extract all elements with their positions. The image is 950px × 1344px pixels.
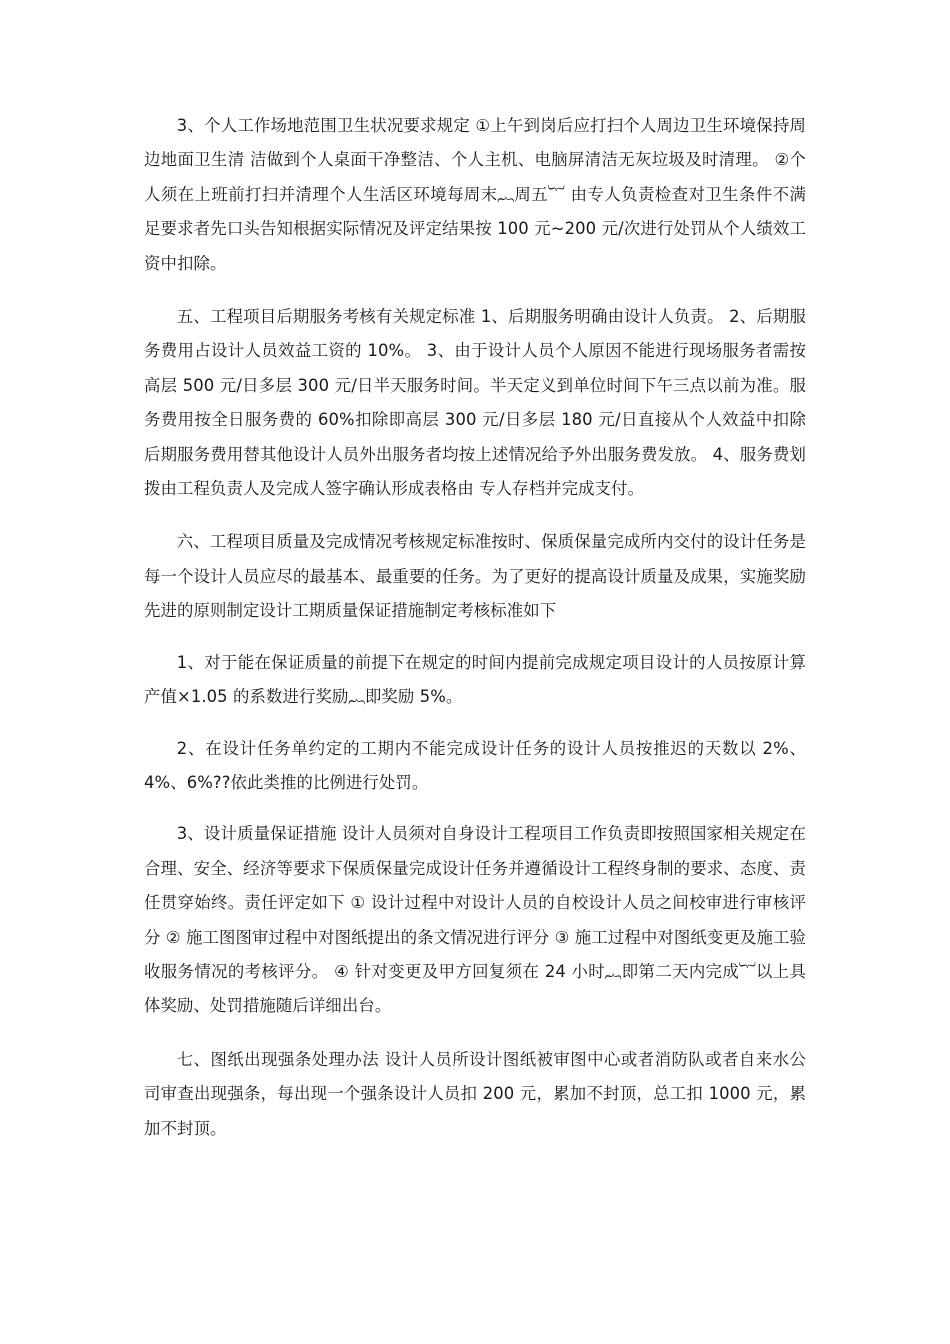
paragraph-mandatory-clause-handling: 七、图纸出现强条处理办法 设计人员所设计图纸被审图中心或者消防队或者自来水公司审查出现强条，每出现一个强条设计人员扣 200 元，累加不封顶，总工扣 1000 元，累加不封顶。 — [144, 1049, 806, 1138]
paragraph-hygiene-rules: 3、个人工作场地范围卫生状况要求规定 ①上午到岗后应打扫个人周边卫生环境保持周边地面卫生清 洁做到个人桌面干净整洁、个人主机、电脑屏清洁无灰垃圾及时清理。 ②个人须在上班前打扫并清理个人生活区环境每周末︷周五︸ 由专人负责检查对卫生条件不满足要求者先口头告知根据实际情况及评定结果按 100 元~200 元/次进行处罚从个人绩效工资中扣除。 — [144, 116, 806, 273]
paragraph-early-completion-reward: 1、对于能在保证质量的前提下在规定的时间内提前完成规定项目设计的人员按原计算产值×1.05 的系数进行奖励︷即奖励 5%。 — [144, 652, 806, 707]
paragraph-quality-assurance: 3、设计质量保证措施 设计人员须对自身设计工程项目工作负责即按照国家相关规定在合理、安全、经济等要求下保质保量完成设计任务并遵循设计工程终身制的要求、态度、责任贯穿始终。责任评定如下 ① 设计过程中对设计人员的自校设计人员之间校审进行审核评分 ② 施工图图审过程中对图纸提出的条文情况进行评分 ③ 施工过程中对图纸变更及施工验收服务情况的考核评分。 ④ 针对变更及甲方回复须在 24 小时︷即第二天内完成︸以上具体奖励、处罚措施随后详细出台。 — [144, 824, 806, 1016]
document-body — [144, 109, 806, 1146]
paragraph-after-service-rules: 五、工程项目后期服务考核有关规定标准 1、后期服务明确由设计人负责。 2、后期服务费用占设计人员效益工资的 10%。 3、由于设计人员个人原因不能进行现场服务者需按高层 500 元/日多层 300 元/日半天服务时间。半天定义到单位时间下午三点以前为准。服务费用按全日服务费的 60%扣除即高层 300 元/日多层 180 元/日直接从个人效益中扣除后期服务费用替其他设计人员外出服务者均按上述情况给予外出服务费发放。 4、服务费划拨由工程负责人及完成人签字确认形成表格由 专人存档并完成支付。 — [144, 307, 806, 499]
paragraph-delay-penalty: 2、在设计任务单约定的工期内不能完成设计任务的设计人员按推迟的天数以 2%、4%、6%??依此类推的比例进行处罚。 — [144, 738, 806, 792]
paragraph-quality-rules: 六、工程项目质量及完成情况考核规定标准按时、保质保量完成所内交付的设计任务是每一个设计人员应尽的最基本、最重要的任务。为了更好的提高设计质量及成果，实施奖励先进的原则制定设计工期质量保证措施制定考核标准如下 — [144, 532, 806, 621]
